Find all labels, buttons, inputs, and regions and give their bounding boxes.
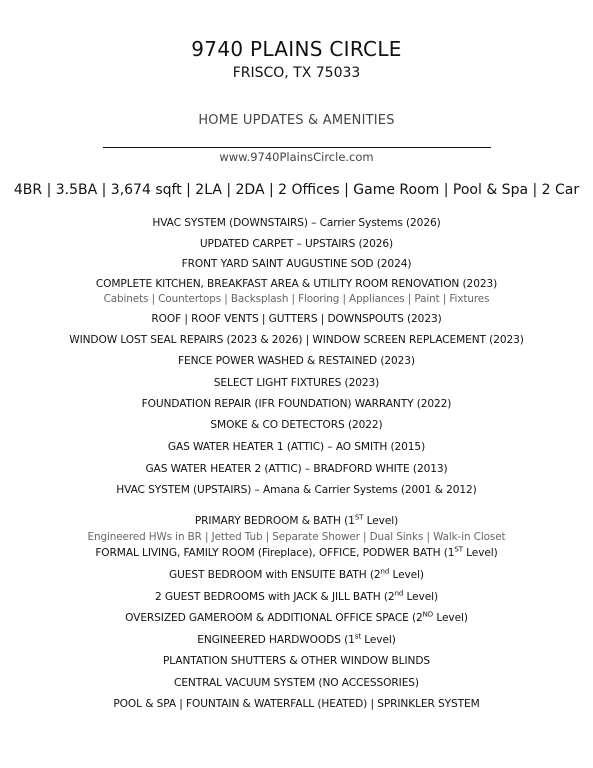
amenity-gameroom [0, 612, 593, 624]
amenity-hardwoods [0, 634, 593, 646]
amenity-pool-spa: POOL & SPA | FOUNTAIN & WATERFALL (HEATED) | SPRINKLER SYSTEM [113, 698, 480, 710]
amenity-shutters: PLANTATION SHUTTERS & OTHER WINDOW BLINDS [162, 655, 431, 667]
level-superscript: ST [354, 513, 364, 522]
amenity-guest-bedroom [0, 569, 593, 581]
update-item-roof: ROOF | ROOF VENTS | GUTTERS | DOWNSPOUTS (2023) [151, 313, 442, 325]
update-item-kitchen-details: Cabinets | Countertops | Backsplash | Flooring | Appliances | Paint | Fixtures [103, 293, 490, 305]
level-superscript: st [354, 632, 361, 641]
update-item-kitchen: COMPLETE KITCHEN, BREAKFAST AREA & UTILITY ROOM RENOVATION (2023) [95, 278, 498, 290]
property-address-title: 9740 PLAINS CIRCLE [191, 37, 402, 61]
update-item-hvac-upstairs: HVAC SYSTEM (UPSTAIRS) – Amana & Carrier Systems (2001 & 2012) [116, 484, 477, 496]
divider-line [103, 147, 491, 148]
property-specs: 4BR | 3.5BA | 3,674 sqft | 2LA | 2DA | 2 Offices | Game Room | Pool & Spa | 2 Car [13, 182, 580, 198]
level-superscript: nd [380, 567, 390, 576]
update-item-water-heater-1: GAS WATER HEATER 1 (ATTIC) – AO SMITH (2015) [167, 441, 426, 453]
update-item-water-heater-2: GAS WATER HEATER 2 (ATTIC) – BRADFORD WHITE (2013) [145, 463, 448, 475]
amenity-hardwoods-text: ENGINEERED HARDWOODS (1 [197, 634, 355, 646]
amenity-formal-living-text: FORMAL LIVING, FAMILY ROOM (Fireplace), OFFICE, PODWER BATH (1 [95, 547, 455, 559]
update-item-carpet: UPDATED CARPET – UPSTAIRS (2026) [199, 238, 394, 250]
update-item-foundation: FOUNDATION REPAIR (IFR FOUNDATION) WARRANTY (2022) [141, 398, 452, 410]
update-item-windows: WINDOW LOST SEAL REPAIRS (2023 & 2026) | WINDOW SCREEN REPLACEMENT (2023) [69, 334, 524, 346]
amenity-guest-bedroom-text: GUEST BEDROOM with ENSUITE BATH (2 [169, 569, 381, 581]
amenity-gameroom-text: OVERSIZED GAMEROOM & ADDITIONAL OFFICE SPACE (2 [125, 612, 423, 624]
update-item-sod: FRONT YARD SAINT AUGUSTINE SOD (2024) [181, 258, 412, 270]
amenity-primary-bedroom-level: Level) [363, 515, 399, 527]
amenity-hardwoods-level: Level) [361, 634, 396, 646]
level-superscript: ND [422, 610, 434, 619]
update-item-light-fixtures: SELECT LIGHT FIXTURES (2023) [213, 377, 380, 389]
amenity-guest-bedrooms-jack-jill [0, 591, 593, 603]
amenity-primary-bedroom-text: PRIMARY BEDROOM & BATH (1 [194, 515, 355, 527]
property-website: www.9740PlainsCircle.com [219, 150, 374, 164]
amenity-primary-bedroom [0, 515, 593, 527]
level-superscript: nd [394, 589, 404, 598]
amenity-primary-bedroom-details: Engineered HWs in BR | Jetted Tub | Separate Shower | Dual Sinks | Walk-in Closet [87, 531, 506, 543]
update-item-hvac-downstairs: HVAC SYSTEM (DOWNSTAIRS) – Carrier Systems (2026) [152, 217, 441, 229]
section-heading: HOME UPDATES & AMENITIES [198, 113, 395, 128]
amenity-guest-bedroom-level: Level) [389, 569, 424, 581]
update-item-detectors: SMOKE & CO DETECTORS (2022) [210, 419, 383, 431]
amenity-gameroom-level: Level) [433, 612, 468, 624]
level-superscript: ST [454, 545, 463, 554]
amenity-formal-living-level: Level) [462, 547, 498, 559]
amenity-guest-bedrooms-level: Level) [403, 591, 439, 603]
amenity-central-vacuum: CENTRAL VACUUM SYSTEM (NO ACCESSORIES) [174, 677, 419, 689]
update-item-fence: FENCE POWER WASHED & RESTAINED (2023) [178, 355, 415, 367]
city-state-zip: FRISCO, TX 75033 [232, 65, 361, 81]
amenity-formal-living [0, 547, 593, 559]
amenity-guest-bedrooms-text: 2 GUEST BEDROOMS with JACK & JILL BATH (2 [154, 591, 395, 603]
